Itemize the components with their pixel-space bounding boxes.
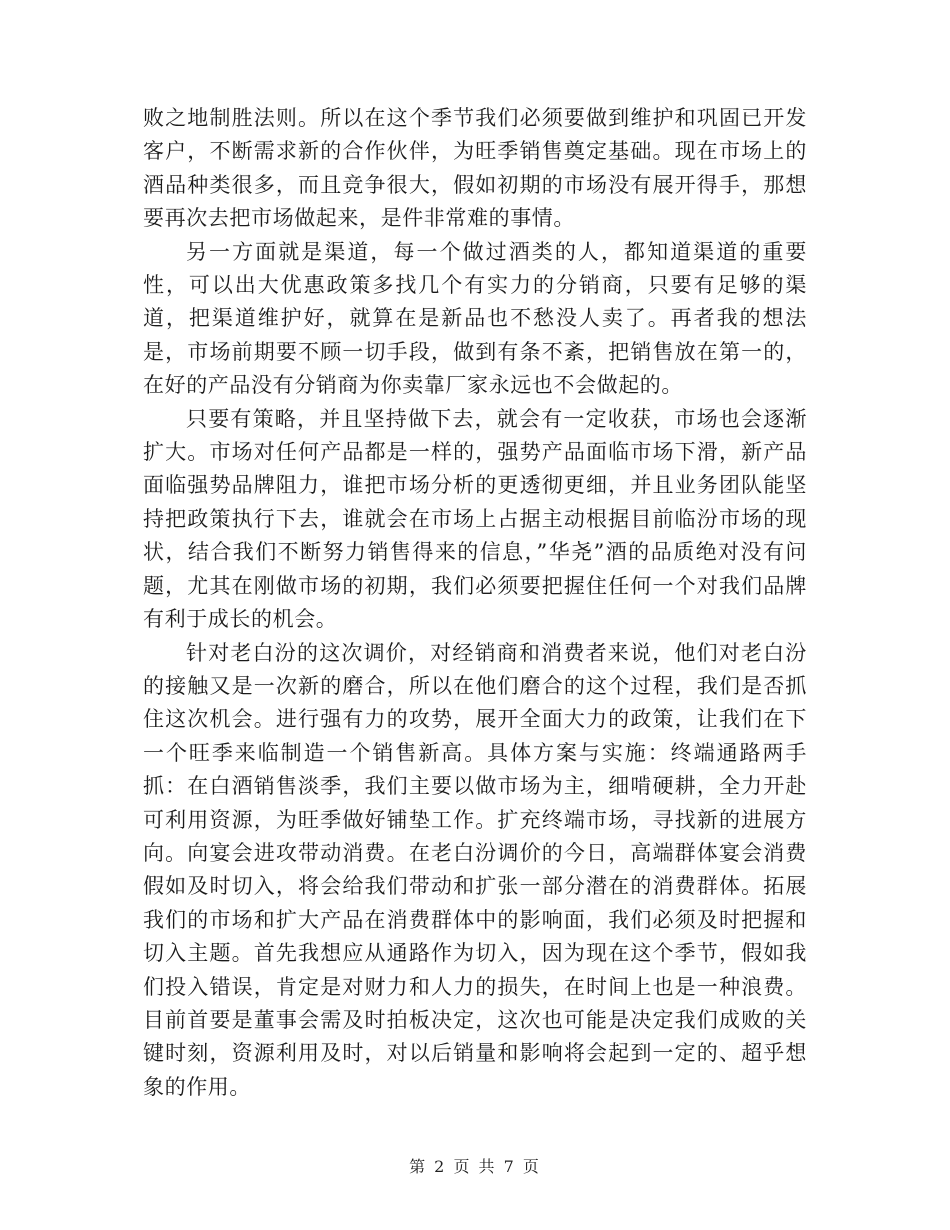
document-body — [143, 102, 807, 1104]
paragraph-4: 针对老白汾的这次调价，对经销商和消费者来说，他们对老白汾的接触又是一次新的磨合，所以在他们磨合的这个过程，我们是否抓住这次机会。进行强有力的攻势，展开全面大力的政策，让我们在下一个旺季来临制造一个销售新高。具体方案与实施：终端通路两手抓：在白酒销售淡季，我们主要以做市场为主，细啃硬耕，全力开赴可利用资源，为旺季做好铺垫工作。扩充终端市场，寻找新的进展方向。向宴会进攻带动消费。在老白汾调价的今日，高端群体宴会消费假如及时切入，将会给我们带动和扩张一部分潜在的消费群体。拓展我们的市场和扩大产品在消费群体中的影响面，我们必须及时把握和切入主题。首先我想应从通路作为切入，因为现在这个季节，假如我们投入错误，肯定是对财力和人力的损失，在时间上也是一种浪费。目前首要是董事会需及时拍板决定，这次也可能是决定我们成败的关键时刻，资源利用及时，对以后销量和影响将会起到一定的、超乎想象的作用。 — [143, 640, 807, 1099]
paragraph-2: 另一方面就是渠道，每一个做过酒类的人，都知道渠道的重要性，可以出大优惠政策多找几个有实力的分销商，只要有足够的渠道，把渠道维护好，就算在是新品也不愁没人卖了。再者我的想法是，市场前期要不顾一切手段，做到有条不紊，把销售放在第一的，在好的产品没有分销商为你卖靠厂家永远也不会做起的。 — [143, 239, 807, 398]
page-footer — [0, 1154, 950, 1177]
page-number: 第 2 页 共 7 页 — [409, 1157, 541, 1176]
paragraph-1: 败之地制胜法则。所以在这个季节我们必须要做到维护和巩固已开发客户，不断需求新的合作伙伴，为旺季销售奠定基础。现在市场上的酒品种类很多，而且竞争很大，假如初期的市场没有展开得手，那想要再次去把市场做起来，是件非常难的事情。 — [143, 106, 807, 231]
paragraph-3: 只要有策略，并且坚持做下去，就会有一定收获，市场也会逐渐扩大。市场对任何产品都是一样的，强势产品面临市场下滑，新产品面临强势品牌阻力，谁把市场分析的更透彻更细，并且业务团队能坚持把政策执行下去，谁就会在市场上占据主动根据目前临汾市场的现状，结合我们不断努力销售得来的信息，”华尧”酒的品质绝对没有问题，尤其在刚做市场的初期，我们必须要把握住任何一个对我们品牌有利于成长的机会。 — [143, 406, 807, 632]
